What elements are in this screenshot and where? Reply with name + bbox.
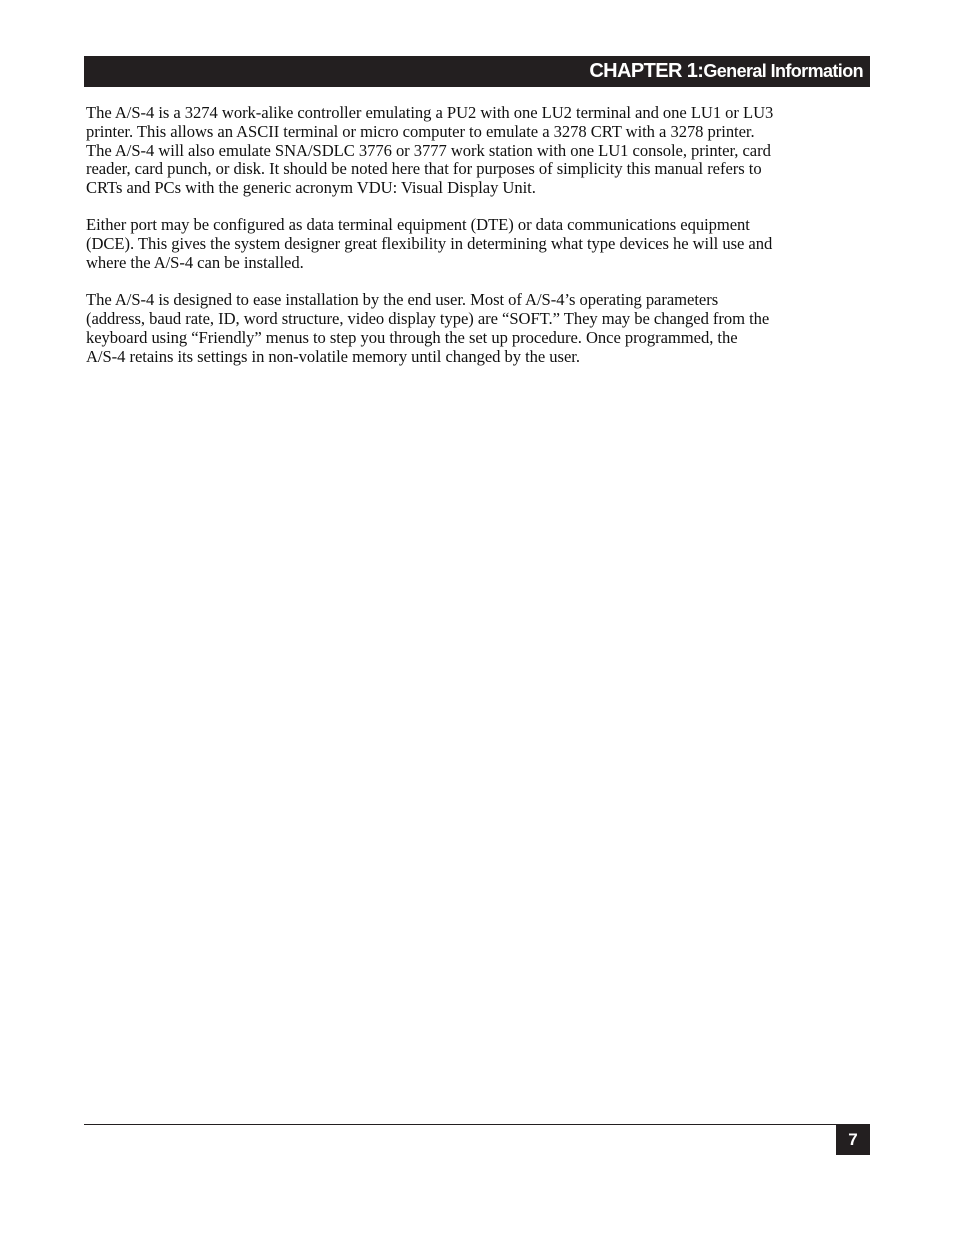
paragraph-line: (DCE). This gives the system designer great flexibility in determining what type devices he will use and	[86, 234, 773, 254]
chapter-label: CHAPTER 1:	[589, 60, 704, 82]
paragraph-line: The A/S-4 is designed to ease installation by the end user. Most of A/S-4’s operating parameters	[86, 290, 719, 310]
chapter-header-bar	[84, 56, 870, 87]
page-number: 7	[836, 1125, 870, 1155]
paragraph-1	[86, 104, 870, 198]
paragraph-line: reader, card punch, or disk. It should be noted here that for purposes of simplicity this manual refers to	[86, 159, 762, 179]
paragraph-line: (address, baud rate, ID, word structure, video display type) are “SOFT.” They may be changed from the	[86, 309, 770, 329]
chapter-title: General Information	[703, 61, 863, 81]
paragraph-line: A/S-4 retains its settings in non-volatile memory until changed by the user.	[86, 346, 580, 366]
paragraph-line: where the A/S-4 can be installed.	[86, 253, 304, 273]
paragraph-line: keyboard using “Friendly” menus to step you through the set up procedure. Once programmed, the	[86, 327, 738, 347]
paragraph-line: CRTs and PCs with the generic acronym VDU: Visual Display Unit.	[86, 178, 536, 198]
body-text	[86, 104, 870, 385]
paragraph-line: The A/S-4 will also emulate SNA/SDLC 3776 or 3777 work station with one LU1 console, printer, card	[86, 140, 771, 160]
footer-rule	[84, 1124, 870, 1125]
paragraph-2	[86, 216, 870, 272]
paragraph-line: printer. This allows an ASCII terminal or micro computer to emulate a 3278 CRT with a 3278 printer.	[86, 121, 755, 141]
paragraph-line: The A/S-4 is a 3274 work-alike controller emulating a PU2 with one LU2 terminal and one LU1 or LU3	[86, 103, 774, 122]
paragraph-3	[86, 291, 870, 366]
paragraph-line: Either port may be configured as data terminal equipment (DTE) or data communications equipment	[86, 215, 750, 235]
